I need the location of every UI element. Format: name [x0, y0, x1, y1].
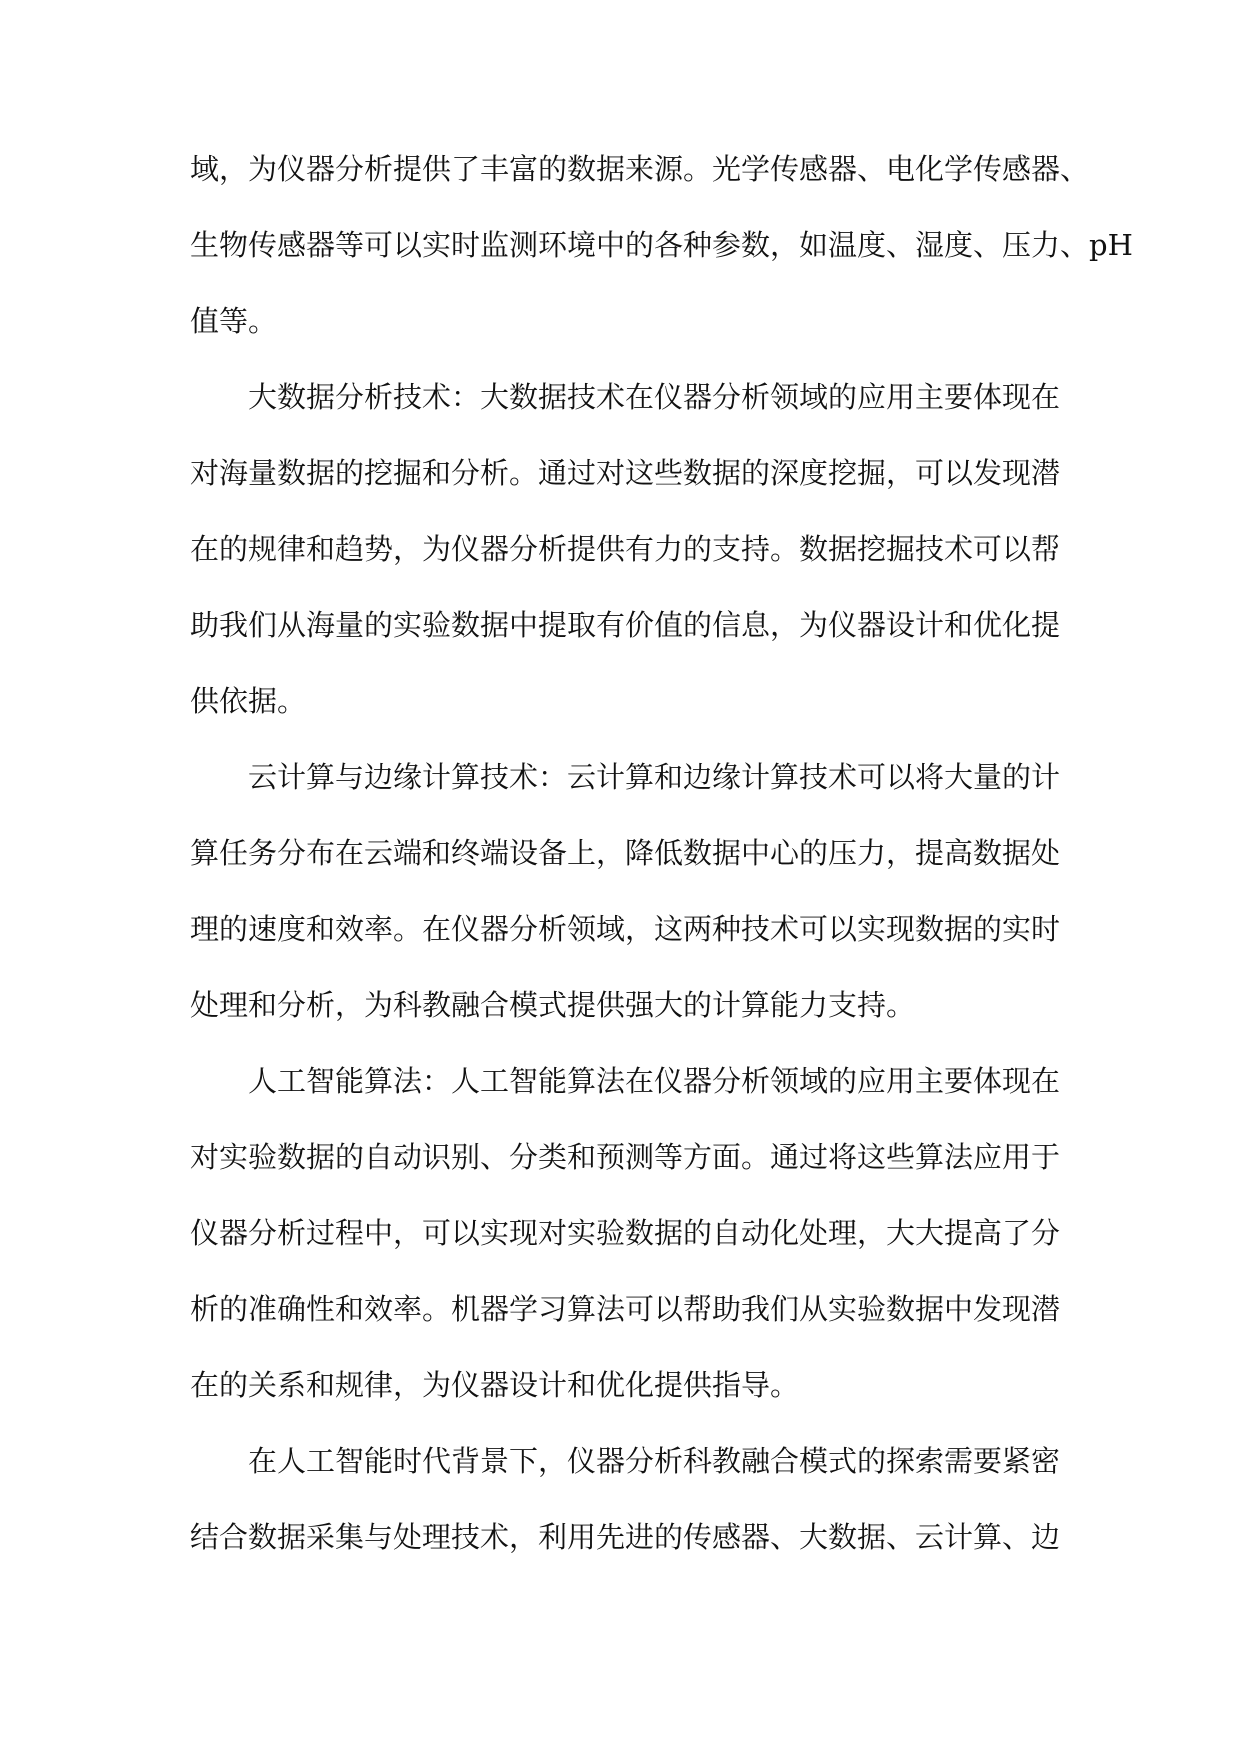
text-line: 生物传感器等可以实时监测环境中的各种参数，如温度、湿度、压力、pH [190, 228, 1133, 262]
text-line: 理的速度和效率。在仪器分析领域，这两种技术可以实现数据的实时 [190, 912, 1061, 946]
text-line: 对海量数据的挖掘和分析。通过对这些数据的深度挖掘，可以发现潜 [190, 456, 1061, 490]
text-line: 域，为仪器分析提供了丰富的数据来源。光学传感器、电化学传感器、 [190, 152, 1090, 186]
text-line: 仪器分析过程中，可以实现对实验数据的自动化处理，大大提高了分 [190, 1216, 1061, 1250]
text-line: 大数据分析技术：大数据技术在仪器分析领域的应用主要体现在 [248, 380, 1061, 414]
text-line: 结合数据采集与处理技术，利用先进的传感器、大数据、云计算、边 [190, 1520, 1061, 1554]
text-line: 供依据。 [190, 684, 307, 718]
text-line: 算任务分布在云端和终端设备上，降低数据中心的压力，提高数据处 [190, 836, 1061, 870]
text-line: 处理和分析，为科教融合模式提供强大的计算能力支持。 [190, 988, 916, 1022]
text-line: 在的关系和规律，为仪器设计和优化提供指导。 [190, 1368, 800, 1402]
text-line: 云计算与边缘计算技术：云计算和边缘计算技术可以将大量的计 [248, 760, 1061, 794]
text-line: 析的准确性和效率。机器学习算法可以帮助我们从实验数据中发现潜 [190, 1292, 1061, 1326]
text-line: 人工智能算法：人工智能算法在仪器分析领域的应用主要体现在 [248, 1064, 1061, 1098]
text-line: 在人工智能时代背景下，仪器分析科教融合模式的探索需要紧密 [248, 1444, 1061, 1478]
text-line: 在的规律和趋势，为仪器分析提供有力的支持。数据挖掘技术可以帮 [190, 532, 1061, 566]
text-line: 助我们从海量的实验数据中提取有价值的信息，为仪器设计和优化提 [190, 608, 1061, 642]
text-line: 值等。 [190, 304, 278, 338]
text-line: 对实验数据的自动识别、分类和预测等方面。通过将这些算法应用于 [190, 1140, 1061, 1174]
